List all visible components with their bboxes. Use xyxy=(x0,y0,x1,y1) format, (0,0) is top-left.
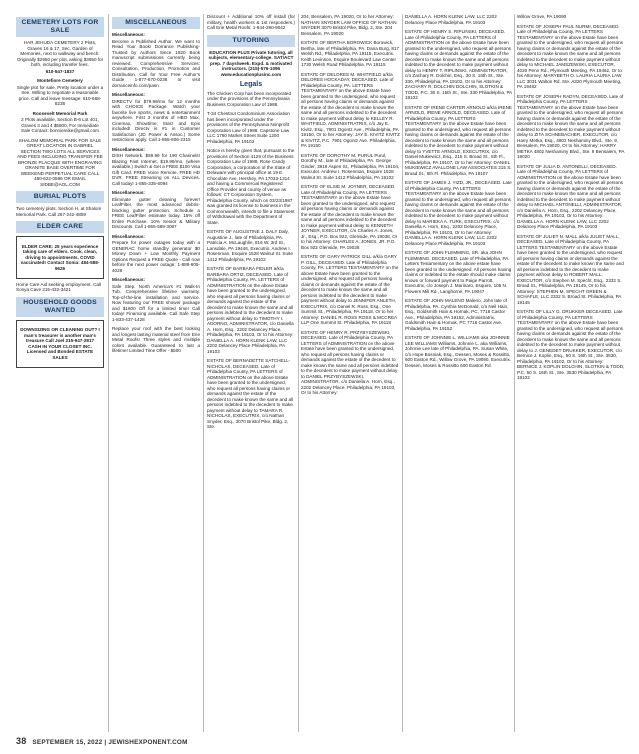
ad-text: DISH Network. $59.99 for 190 Channels! Blazing Fast Internet, $19.99/mo. (where available.) Switch & Get a FREE $100 Visa Gift Card. FREE Voice Remote. FREE HD DVR. FREE Streaming on ALL Devices. Call today! 1-855-335-6094 xyxy=(112,153,200,186)
legal-notice xyxy=(301,14,400,36)
column-divider xyxy=(108,14,109,732)
legal-notice xyxy=(301,254,400,326)
page-number: 38 xyxy=(16,736,27,746)
ad-title: Miscellaneous: xyxy=(112,277,145,282)
ad-text: Discount + Additional 10% off install (for military, health workers & 1st responders.) Call Erie Metal Roofs: 1-844-290-9042 xyxy=(207,14,295,30)
notice-text: DANIELLA A. HORN KLENK LAW, LLC 2202 Delancey Place Philadelphia, PA 19103 xyxy=(405,14,497,25)
ad-text: Replace your roof with the best looking and longest lasting material steel from Erie Metal Roofs! Three styles and multiple colors available. Guaranteed to last a lifetime! Limited Time Offer - $500 xyxy=(112,326,200,353)
ad-text: Become a Published Author. We want to Read Your Book! Dorrance Publishing-Trusted by Authors Since 1920 Book manuscript submissions currently being reviewed. Comprehensive Services: Consultation, Production, Promotion and Distribution. Call for Your Free Author's Guide 1-877-670-0236 or visit dorranceinfo.com/pasn xyxy=(112,38,200,88)
classified-ad xyxy=(112,326,200,354)
section-header-cemetery-lots: CEMETERY LOTS FOR SALE xyxy=(16,17,104,37)
classified-ad-boxed xyxy=(16,236,104,279)
column-divider xyxy=(514,14,515,732)
classified-ad xyxy=(16,78,104,107)
ad-text: 2 Plots available, Section B-6 Lot 401, Graves 3 and 4 $5800, For Immediate Sale Contact: bonniemike@gmail.com xyxy=(21,117,99,133)
classified-ad xyxy=(112,92,200,143)
legal-notice xyxy=(301,184,400,250)
ad-title: Miscellaneous: xyxy=(112,92,145,97)
ad-title: Roosevelt Memorial Park xyxy=(32,110,88,116)
classified-ad xyxy=(207,50,295,78)
section-header-household-goods: HOUSEHOLD GOODS WANTED xyxy=(16,297,104,317)
notice-text: ESTATE OF JOHNNIE L. WILLIAMS aka JOHNNIE LEE WILLIAMS Williams, Johnnie L. aka Williams, Johnnie Lee late of Philadelphia, PA. Susan White, c/o Hope Bosniak, Esq., Dessen, Moses & Rossitto, 600 Easton Rd., Willow Grove, PA 19090, Executrix. Dessen, Moses & Rossitto 600 Easton Rd. xyxy=(405,335,512,368)
classified-ad-continued xyxy=(207,14,295,31)
classified-ad xyxy=(112,190,200,230)
legal-notice xyxy=(301,330,400,396)
ad-text: Eliminate gutter cleaning forever! LeafFilter, the most advanced debris-blocking gutter protection. Schedule a FREE LeafFilter estimate today. 15% off Entire Purchase. 10% Senior & Military Discounts. Call 1-855-569-3087 xyxy=(112,196,200,229)
legal-notice xyxy=(207,148,295,225)
legal-notice xyxy=(517,309,625,381)
legal-notice xyxy=(405,29,512,101)
legal-notice xyxy=(301,40,400,68)
notice-text: T-34 Chestnut Condominium Association has been incorporated under the provisions of the Pennsylvania Nonprofit Corporation Law of 1988. Capstone Law LLC 1760 Market Street Suite 1200 Philadelphia, PA 19103 xyxy=(207,111,290,144)
footer-text: SEPTEMBER 15, 2022 | JEWISHEXPONENT.COM xyxy=(32,739,188,746)
classified-ad xyxy=(16,111,104,134)
ad-text: DIRECTV for $79.99/mo for 12 months with CHOICE Package. Watch your favorite live sports, news & entertainment anywhere. First 3 months of HBO Max, Cinemax, Showtime, Starz and Epix included! Directv is #1 in Customer Satisfaction (JD Power & Assoc.) Some restrictions apply. Call 1-855-806-2315 xyxy=(112,98,200,142)
notice-text: ESTATE OF BERNADETTE SATCHELL-NICHOLAS, DECEASED. Late of Philadelphia County, PA LETTERS of ADMINISTRATION on the above Estate have been granted to the undersigned, who request all persons having claims or demands against the estate of the decedent to make known the same and all persons indebted to the decedent to make payment without delay to TAMARA R. NICHOLAS, EXECUTRIX, c/o Nathan Snyder, Esq., 3070 Bristol Pike, Bldg. 2, Ste. xyxy=(207,358,294,429)
section-header-elder-care: ELDER CARE xyxy=(16,221,104,233)
classified-ad xyxy=(112,234,200,274)
ad-text: Safe Step. North America's #1 Walk-In Tub. Comprehensive lifetime warranty. Top-of-the-line installation and service. Now featuring our FREE shower package and $1600 Off for a limited time! Call today! Financing available. Call Safe Step 1-833-437-1428 xyxy=(112,283,200,322)
classified-ad xyxy=(112,147,200,187)
classified-ad xyxy=(16,206,104,217)
legal-notice xyxy=(405,335,512,368)
ad-title: Miscellaneous: xyxy=(112,32,145,37)
legal-notice xyxy=(207,91,295,108)
column-legals-2 xyxy=(301,14,400,400)
ad-text: Home Care Aid seeking employment. Call Sonya Cave 215-432-3421 xyxy=(16,281,102,293)
classified-ad xyxy=(112,32,200,88)
notice-text: ESTATE OF IRENE CARTER ARNOLD a/k/a IRENE ARNOLD, IRENE ARNOLD, DECEASED. Late of Philadelphia County, PA LETTERS TESTAMENTARY on the above Estate have been granted to the undersigned, who request all persons having claims or demands against the estate of the decedent to make known the same and all persons indebted to the decedent to make payment without delay to YVETTE ARNOLD, EXECUTRIX, c/o Daniel Mukiewicz, Esq., 215 S. Broad St., 5th Fl., Philadelphia, PA 19107, Or to her Attorney: DANIEL MUKIEWICZ AVALLONE LAW ASSOCIATES 215 S. Broad St., 5th Fl. Philadelphia, PA 19107 xyxy=(405,104,512,176)
ad-text: EDUCATION PLUS Private tutoring, all subjects, elementary-college. SAT/ACT prep. 7 days/week. Expd. & motivated instructors. (215)-576-1096 www.educationplusinc.com xyxy=(208,49,294,77)
notice-text: ESTATE OF BERTHA BOROWICK Borowick, Bertha, late of Philadelphia, PA. Dana Burg, 817 Welsh Rd., Philadelphia, PA 19115, Executrix. Keith Levinson, Esquire Boulevard Law Center 1730 Welsh Road Philadelphia, PA 19115 xyxy=(301,40,399,67)
notice-text: ESTATE OF JOHN FLEMMING, SR. aka JOHN FLEMMING, DECEASED. Late of Philadelphia, PA. Letters Testamentary on the above estate have been granted to the undersigned. All persons having claims or indebted to the estate should make claims known or forward payment to Paige Parrott, Executrix, c/o Joseph J. Marinaro, Esquire, 105 N. Flowers Mill Rd., Langhorne, PA 19047 xyxy=(405,250,512,294)
classified-ad xyxy=(16,138,104,188)
page-footer xyxy=(16,736,188,746)
section-header-burial-plots: BURIAL PLOTS xyxy=(16,191,104,203)
ad-title: Miscellaneous: xyxy=(112,233,145,239)
ad-text: SHALOM MEMORIAL PARK FOR SALE GREAT LOCATION IN GABRIEL SECTION TWO LOTS ALL SERVICES AND FEES INCLUDING TRANSFER FEE BRONZE PLACQUE WITH ENGRAVING GRANITE BASE OVERTIME FOR WEEKEND PERPETUAL CARE CALL 480-622-0596 OR EMAIL SIDBE@AOL.COM xyxy=(17,137,103,187)
legal-notice xyxy=(517,94,625,160)
ad-text: HAR JEHUDA CEMETERY 2 Plots, Graves 16 & 17, Sec. Garden of Memories, next to walkway and bench. Originally $2950 per plot, asking $3650 for both, including transfer fees. xyxy=(16,40,104,67)
notice-text: ESTATE OF HENRY S. RIPLINSKI, DECEASED. Late of Philadelphia County, PA LETTERS of ADMINISTRATION on the above Estate have been granted to the undersigned, who request all persons having claims or demands against the estate of the decedent to make known the same and all persons indebted to the decedent to make payment without delay to HENRY T. RIPLINSKI, ADMINISTRATOR, c/o Zachary R. Dolchin, Esq., 30 S. 15th St., Ste. 330, Philadelphia, PA 19102, Or to his Attorney: ZACHARY R. DOLCHIN DOLCHIN, SLOTKIN & TODD, P.C. 30 S. 15th St., Ste. 330 Philadelphia, PA 19102 xyxy=(405,29,512,100)
column-divider xyxy=(298,14,299,732)
ad-text: Single plot for sale. Pretty location under a tree. Willing to negotiate a reasonable price. Call and leave message: 610-668-8238 xyxy=(16,84,104,106)
legal-notice xyxy=(405,298,512,331)
classified-ad-boxed xyxy=(16,320,104,368)
classified-ad xyxy=(112,277,200,322)
notice-text: The Chicken Corp has been incorporated under the provisions of the Pennsylvania Business Corporation Law of 1988. xyxy=(207,90,292,107)
column-legals-3 xyxy=(405,14,512,372)
notice-text: ESTATE OF LILLY G. DRUKKER DECEASED. Late of Philadelphia County, PA LETTERS TESTAMENTARY on the above Estate have been granted to the undersigned, who request all persons having claims or demands against the estate of the decedent to make known the same and all persons indebted to the decedent to make payment without delay to J. GENEDET DRUKKER, EXECUTOR, c/o Bernice J. Koplin, Esq., 50 S. 16th St., Ste. 3530, Philadelphia, PA 19102, Or to his Attorney: BERNICE J. KOPLIN DOLCHIN, SLOTKIN & TODD, P.C. 50 S. 16th St., Ste. 3530 Philadelphia, PA 19102 xyxy=(517,309,625,380)
legal-notice xyxy=(517,234,625,306)
notice-text: ESTATE OF ELSIE M. JOYNER, DECEASED. Late of Philadelphia County, PA LETTERS TESTAMENTARY on the above Estate have been granted to the undersigned, who request all persons having claims or demands against the estate of the decedent to make known the same and all persons indebted to the decedent to make payment without delay to KENNETH JOYNER, EXECUTOR, c/o Charles A. Jones, Jr., Esq., P.O. Box 922, Glenside, PA 19038, Or to his Attorney: CHARLES A. JONES, JR. P.O. Box 922 Glenside, PA 19038 xyxy=(301,184,398,250)
notice-text: ESTATE OF DELORES M. WHITFIELD a/k/a DELORES HOCKADAY, DECEASED. Late of Philadelphia County, PA. LETTERS TESTAMENTARY on the above Estate have been granted to the undersigned, who request all persons having claims or demands against the estate of the decedent to make known the same and all persons indebted to the decedent to make payment without delay to KELLEY R. WHITFIELD, ADMINISTRATRIX, c/o Jay E. Kivitz, Esq., 7901 Ogontz Ave., Philadelphia, PA 19150, Or to her Attorney: JAY E. KIVITZ KIVITZ & KIVITZ, P.C. 7901 Ogontz Ave. Philadelphia, PA 19150 xyxy=(301,71,400,148)
legal-notice xyxy=(517,164,625,230)
notice-text: ESTATE OF HENRY R. PRZYBYSZEWSKI, DECEASED. Late of Philadelphia County, PA LETTERS of ADMINISTRATION on the above Estate have been granted to the undersigned, who request all persons having claims or demands against the estate of the decedent to make known the same and all persons indebted to the decedent to make payment without delay to DANIEL PRZYBYSZEWSKI, ADMINISTRATOR, c/o Daniella A. Horn, Esq., 2202 Delancey Place, Philadelphia, PA 19103, Or to his Attorney: xyxy=(301,329,399,395)
legal-notice xyxy=(405,250,512,294)
ad-title: Miscellaneous: xyxy=(112,190,145,195)
ad-title: Miscellaneous: xyxy=(112,146,145,152)
legal-notice xyxy=(405,105,512,177)
ad-phone: 610-547-1837 xyxy=(45,68,75,74)
ad-text: ELDER CARE: 25 years experience taking care of elders. Cook, clean, driving to appointments. COVID vaccinated! Contact Sonia: 484-588-9626 xyxy=(20,243,100,271)
legal-notice xyxy=(405,14,512,25)
classified-ad xyxy=(16,40,104,74)
notice-text: ESTATE OF GARY PATRICK GILL a/k/a GARY P. GILL, DECEASED. Late of Philadelphia County, PA. LETTERS TESTAMENTARY on the above Estate have been granted to the undersigned, who request all persons having claims or demands against the estate of the decedent to make known the same and all persons indebted to the decedent to make payment without delay to JENNIFER ANLETH, EXECUTRIX, c/o Daniel R. Ross, Esq., One Summit St., Philadelphia, PA 19118, Or to her Attorney: DANIEL R. ROSS ROSS & MCCREA LLP One Summit St. Philadelphia, PA 19118 xyxy=(301,254,399,325)
notice-text: ESTATE OF JAMES J. YIZD, JR., DECEASED. Late of Philadelphia County, PA LETTERS TESTAMENTARY on the above Estate have been granted to the undersigned, who request all persons having claims or demands against the estate of the decedent to make known the same and all persons indebted to the decedent to make payment without delay to MARIEKA A. TURK, EXECUTRIX, c/o Daniella A. Horn, Esq., 2202 Delancey Place, Philadelphia, PA 19103, Or to her Attorney: DANIELLA A. HORN KLENK LAW, LLC 2202 Delancey Place Philadelphia, PA 19103 xyxy=(405,180,512,246)
notice-text: ESTATE OF JOSEPH PAUL NURMI, DECEASED. Late of Philadelphia County, PA LETTERS TESTAMENTARY on the above Estate have been granted to the undersigned, who request all persons having claims or demands against the estate of the decedent to make known the same and all persons indebted to the decedent to make payment without delay to MICHAEL JAMSZEWSKI, EXECUTOR, 4020 Penn Rd., Plymouth Meeting, PA 19462, Or to his Attorney: MARYBETH O. LAURIA LAURIA LAW LLC 3031 Walton Rd. Ste. A320 Plymouth Meeting, PA 19462 xyxy=(517,23,623,89)
section-header-tutoring: TUTORING xyxy=(207,35,295,47)
legal-notice xyxy=(207,111,295,144)
notice-text: ESTATE OF JOSEPH RADYN, DECEASED. Late of Philadelphia County, PA LETTERS TESTAMENTARY on the above Estate have been granted to the undersigned, who request all persons having claims or demands against the estate of the decedent to make known the same and all persons indebted to the decedent to make payment without delay to ZITA SCHNEBACHER, EXECUTOR, c/o Harry Metka, Esq., 4802 Neshaminy Blvd., Ste. 9, Bensalem, PA 19020, Or to his Attorney: HARRY METKA 4802 Neshaminy Blvd., Ste. 9 Bensalem, PA 19020 xyxy=(517,93,625,159)
legal-notice xyxy=(517,24,625,90)
notice-text: ESTATE OF JULIA D. ANTONELLI, DECEASED. Late of Philadelphia County, PA LETTERS of ADMINISTRATION on the above Estate have been granted to the undersigned, who request all persons having claims or demands against the estate of the decedent to make known the same and all persons indebted to the decedent to make payment without delay to MICHAEL ANTONELLI, ADMINISTRATOR, c/o Daniella A. Horn, Esq., 2202 Delancey Place, Philadelphia, PA 19103, Or to his Attorney: DANIELLA A. HORN KLENK LAW, LLC 2202 Delancey Place Philadelphia, PA 19103 xyxy=(517,163,623,229)
column-cemetery xyxy=(16,14,104,371)
column-divider xyxy=(402,14,403,732)
ad-text: Prepare for power outages today with a GENERAC home standby generator $0 Money Down + Low Monthly Payment Options Request a FREE Quote - Call now before the next power outage: 1-888-605-4028 xyxy=(112,240,200,273)
notice-text: ESTATE OF JULIET N. MALL a/k/a JULIET MALL, DECEASED. Late of Philadelphia County, PA LETTERS TESTAMENTARY on the above Estate have been granted to the undersigned, who request all persons having claims or demands against the estate of the decedent to make known the same and all persons indebted to the decedent to make payment without delay to ROBERT MALL, EXECUTOR, c/o Stephen M. Specht, Esq., 2332 S. Broad St., Philadelphia, PA 19145, Or to his Attorney: STEPHEN M. SPECHT GREEN & SCHAFLE, LLC 2332 S. Broad St. Philadelphia, PA 19145 xyxy=(517,233,624,305)
classified-ad xyxy=(16,282,104,293)
notice-text: Notice is hereby given that, pursuant to the provisions of Section 4129 of the Business Corporation Law of 1988, Rose Candy Corporation, a corporation of the State of Delaware with principal office at 19 E. Chocolate Ave, Hershey, PA 17033-1314 and having a Commercial Registered Office Provider and county of venue as follows: CT Corporation System, Philadelphia County, which on 03/23/1987 was granted its license to business in the Commonwealth, intends to file a Statement of Withdrawal with the Department of State. xyxy=(207,148,295,225)
legal-notice xyxy=(207,229,295,262)
legal-notice xyxy=(207,358,295,430)
column-tutoring-legals xyxy=(207,14,295,434)
notice-text: ESTATE OF DOROTHY M. PURUL Purul, Dorothy M., late of Philadelphia, PA. George Ginder, 3919 Aspen St., Philadelphia, PA 19104, Executor. Andrew I. Rosenman, Esquire 1528 Walnut St. Suite 1412 Philadelphia, PA 19102 xyxy=(301,152,400,180)
ad-text: DOWNSIZING OR CLEANING OUT? I man's treasurer is another man's treasure Call Joel 215-947-2817 CASH IN YOUR CLOSET INC. Licensed and Bonded ESTATE SALES xyxy=(20,327,100,360)
section-header-miscellaneous: MISCELLANEOUS xyxy=(112,17,200,29)
notice-text: ESTATE OF JOHN MALENO Maleno, John late of Philadelphia, PA. Cynthia McDonald, c/o Neil Hain, Esq., Goldsmith Hain & Hornak, PC, 7716 Castor Ave., Philadelphia, PA 19152, Administratrix. Goldsmith Hain & Hornak, PC 7716 Castor Ave. Philadelphia, PA 19152 xyxy=(405,298,509,331)
legal-notice xyxy=(301,72,400,149)
column-miscellaneous xyxy=(112,14,200,358)
column-divider xyxy=(203,14,204,732)
notice-text: Willow Grove, PA 19090 xyxy=(517,14,567,19)
section-header-legals: Legals xyxy=(239,81,263,88)
legal-notice xyxy=(207,266,295,354)
legal-notice xyxy=(517,14,625,20)
ad-text: Two cemetery plots. Section H, at Shalom Memorial Park. Call 267-242-4859 xyxy=(16,206,102,217)
notice-text: ESTATE OF AUGUSTINE J. DALY Daly, Augustine J., late of Philadelphia, PA. Patricia A. McLaughlin, 816 W. 3rd St., Lansdale, PA 19446, Executrix. Andrew I. Rosenman, Esquire 1528 Walnut St. Suite 1412 Philadelphia, PA 19102 xyxy=(207,229,293,262)
notice-text: ESTATE OF BARBARA FIDLER a/k/a BARBARA ORTIZ, DECEASED. Late of Philadelphia County, PA. LETTERS of ADMINISTRATION on the above Estate have been granted to the undersigned, who request all persons having claims or demands against the estate of the decedent to make known the same and all persons indebted to the decedent to make payment without delay to TIMOTHY I. ADORNO, ADMINISTRATOR, c/o Daniella A. Horn, Esq., 2202 Delancey Place, Philadelphia, PA 19103, Or to his Attorney: DANIELLA A. HORN KLENK LAW, LLC 2202 Delancey Place Philadelphia, PA 19103 xyxy=(207,266,294,354)
legal-notice xyxy=(405,180,512,246)
ad-title: Montefiore Cemetery xyxy=(37,78,83,83)
notice-text: 204, Bensalem, PA 19020, Or to her Attorney: NATHAN SNYDER LAW OFFICE OF NATHAN SNYDER 3070 Bristol Pike, Bldg. 2, Ste. 204 Bensalem, PA 19020 xyxy=(301,14,397,36)
column-legals-4 xyxy=(517,14,625,385)
legal-notice xyxy=(301,153,400,181)
